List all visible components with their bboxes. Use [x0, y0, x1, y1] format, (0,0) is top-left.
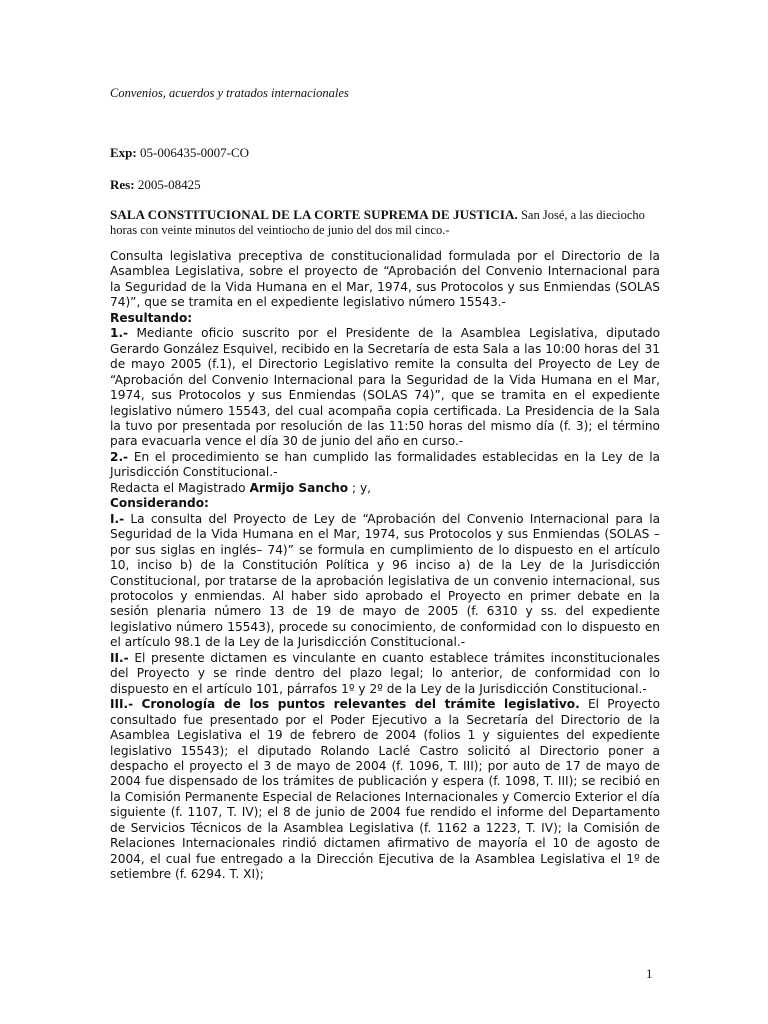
considerando-item-3	[110, 697, 660, 882]
resultando-item-1-text: Mediante oficio suscrito por el Presidente de la Asamblea Legislativa, diputado Gerardo González Esquivel, recibido en la Secretaría de esta Sala a las 10:00 horas del 31 de mayo 2005 (f.1), el Directorio Legislativo remite la consulta del Proyecto de Ley de “Aprobación del Convenio Internacional para la Seguridad de la Vida Humana en el Mar, 1974, sus Protocolos y sus Enmiendas (SOLAS 74)”, que se tramita en el expediente legislativo número 15543, del cual acompaña copia certificada. La Presidencia de la Sala la tuvo por presentada por resolución de las 11:50 horas del mismo día (f. 3); el término para evacuarla vence el día 30 de junio del año en curso.-	[110, 326, 660, 449]
court-name: SALA CONSTITUCIONAL DE LA CORTE SUPREMA DE JUSTICIA.	[110, 207, 518, 222]
considerando-item-3-text: El Proyecto consultado fue presentado por el Poder Ejecutivo a la Secretaría del Directorio de la Asamblea Legislativa el 19 de febrero de 2004 (folios 1 y siguientes del expediente legislativo 15543); el diputado Rolando Laclé Castro solicitó al Directorio poner a despacho el proyecto el 3 de mayo de 2004 (f. 1096, T. III); por auto de 17 de mayo de 2004 fue dispensado de los trámites de publicación y espera (f. 1098, T. III); se recibió en la Comisión Permanente Especial de Relaciones Internacionales y Comercio Exterior el día siguiente (f. 1107, T. IV); el 8 de junio de 2004 fue rendido el informe del Departamento de Servicios Técnicos de la Asamblea Legislativa (f. 1162 a 1223, T. IV); la Comisión de Relaciones Internacionales rindió dictamen afirmativo de mayoría el 10 de agosto de 2004, el cual fue entregado a la Dirección Ejecutiva de la Asamblea Legislativa el 1º de setiembre (f. 6294. T. XI);	[110, 697, 660, 882]
resultando-item-2-text: En el procedimiento se han cumplido las formalidades establecidas en la Ley de la Jurisdicción Constitucional.-	[110, 449, 661, 480]
considerando-item-2	[110, 651, 660, 697]
court-date-text: San José, a las dieciocho horas con veinte minutos del veintiocho de junio del dos mil cinco.-	[110, 208, 645, 237]
resultando-item-1	[110, 326, 660, 450]
considerando-item-2-number: II.-	[110, 650, 129, 665]
considerando-item-1	[110, 512, 660, 651]
intro-paragraph: Consulta legislativa preceptiva de constitucionalidad formulada por el Directorio de la Asamblea Legislativa, sobre el proyecto de “Aprobación del Convenio Internacional para la Seguridad de la Vida Humana en el Mar, 1974, sus Protocolos y sus Enmiendas (SOLAS 74)”, que se tramita en el expediente legislativo número 15543.-	[110, 249, 660, 310]
resolution-line	[110, 177, 201, 193]
document-body	[110, 249, 660, 883]
resultando-item-1-number: 1.-	[110, 326, 129, 341]
magistrate-name: Armijo Sancho	[249, 480, 349, 495]
redacta-suffix: ; y,	[352, 480, 371, 495]
considerando-item-3-number: III.-	[110, 697, 134, 712]
running-header: Convenios, acuerdos y tratados internacionales	[110, 86, 349, 100]
res-label: Res	[110, 177, 131, 192]
resultando-heading: Resultando:	[110, 310, 193, 325]
res-separator: :	[130, 177, 135, 192]
exp-separator: :	[132, 145, 137, 160]
exp-value: 05-006435-0007-CO	[140, 145, 250, 160]
considerando-item-1-text: La consulta del Proyecto de Ley de “Aprobación del Convenio Internacional para la Seguridad de la Vida Humana en el Mar, 1974, sus Protocolos y sus Enmiendas (SOLAS –por sus siglas en inglés– 74)” se formula en cumplimiento de lo dispuesto en el artículo 10, inciso b) de la Constitución Política y 96 inciso a) de la Ley de la Jurisdicción Constitucional, por tratarse de la aprobación legislativa de un convenio internacional, sus protocolos y enmiendas. Al haber sido aprobado el Proyecto en primer debate en la sesión plenaria número 13 de 19 de mayo de 2005 (f. 6310 y ss. del expediente legislativo número 15543), procede su conocimiento, de conformidad con lo dispuesto en el artículo 98.1 de la Ley de la Jurisdicción Constitucional.-	[110, 511, 661, 650]
resultando-item-2	[110, 450, 660, 481]
resultando-item-2-number: 2.-	[110, 449, 129, 464]
res-value: 2005-08425	[137, 177, 201, 192]
exp-label: Exp	[110, 145, 133, 160]
considerando-item-1-number: I.-	[110, 511, 125, 526]
expediente-line	[110, 145, 249, 161]
court-header	[110, 207, 660, 238]
redacta-line	[110, 481, 660, 496]
redacta-prefix: Redacta el Magistrado	[110, 480, 246, 495]
considerando-heading: Considerando:	[110, 496, 209, 511]
considerando-item-2-text: El presente dictamen es vinculante en cuanto establece trámites inconstitucionales del Proyecto y se rinde dentro del plazo legal; lo anterior, de conformidad con lo dispuesto en el artículo 101, párrafos 1º y 2º de la Ley de la Jurisdicción Constitucional.-	[110, 650, 660, 696]
considerando-item-3-title: Cronología de los puntos relevantes del trámite legislativo.	[141, 697, 580, 712]
page-number: 1	[646, 966, 653, 981]
